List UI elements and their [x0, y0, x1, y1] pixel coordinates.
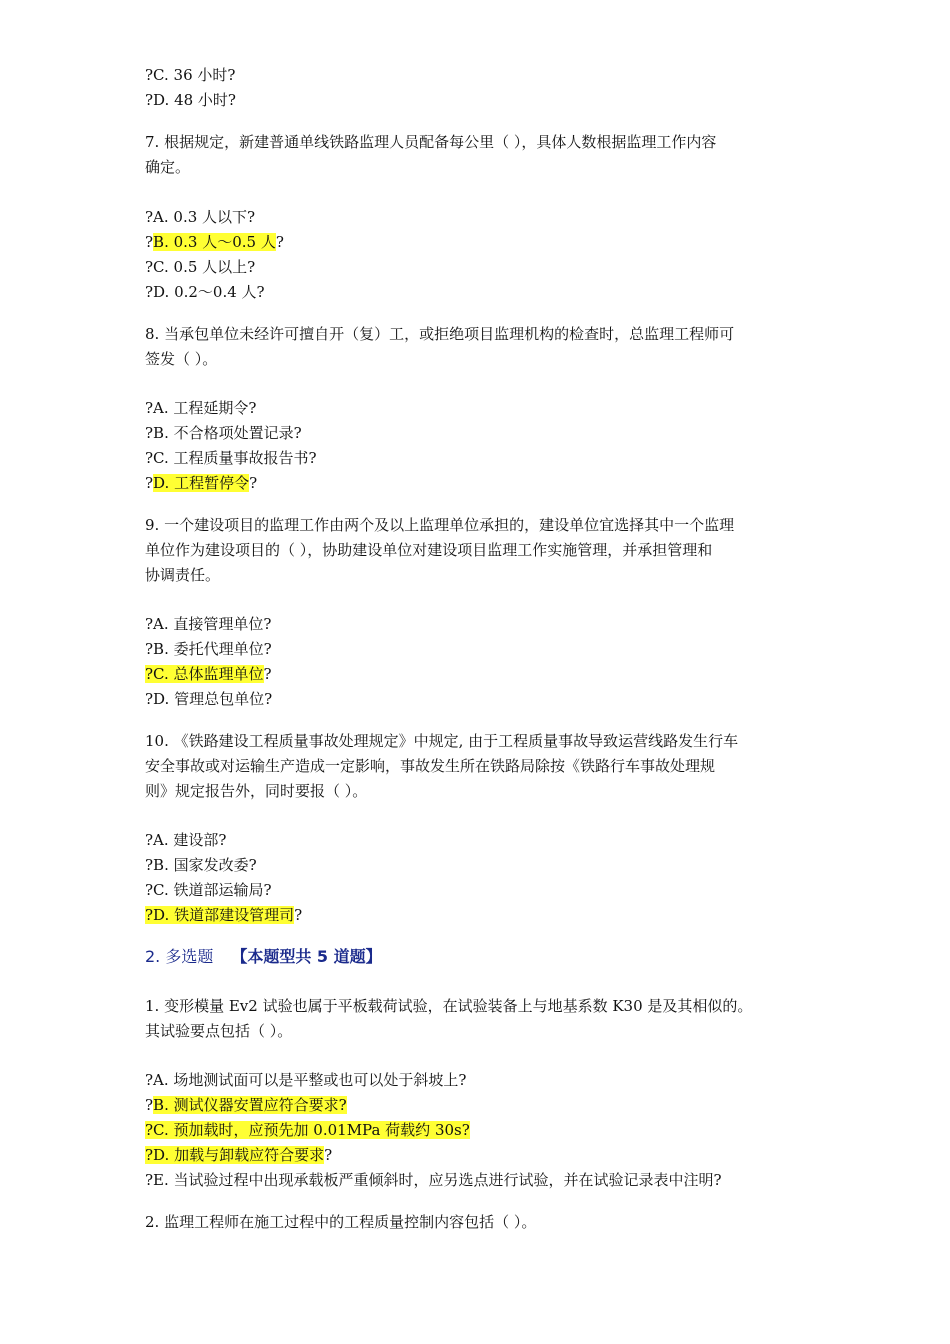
section-title: 2. 多选题 — [145, 947, 214, 966]
answer-highlight: D. 工程暂停令 — [153, 474, 250, 492]
question-9-line-1: 9. 一个建设项目的监理工作由两个及以上监理单位承担的，建设单位宜选择其中一个监理 — [145, 516, 735, 534]
option-a-q10: ?A. 建设部? — [145, 831, 227, 849]
option-d-q7: ?D. 0.2～0.4 人? — [145, 283, 265, 301]
question-7-line-2: 确定。 — [145, 158, 191, 176]
option-d-q9: ?D. 管理总包单位? — [145, 690, 273, 708]
option-d-q8-answer: ?D. 工程暂停令? — [145, 474, 258, 492]
answer-highlight: ?D. 铁道部建设管理司 — [145, 906, 295, 924]
option-c-q9-answer: ?C. 总体监理单位? — [145, 665, 272, 683]
option-c-q6: ?C. 36 小时? — [145, 66, 236, 84]
option-c-q10: ?C. 铁道部运输局? — [145, 881, 272, 899]
option-d-q10-answer: ?D. 铁道部建设管理司? — [145, 906, 303, 924]
mc-question-1-line-2: 其试验要点包括（ ）。 — [145, 1022, 293, 1040]
section-heading-multiple-choice — [145, 946, 382, 968]
option-b-q9: ?B. 委托代理单位? — [145, 640, 272, 658]
option-a-q7: ?A. 0.3 人以下? — [145, 208, 256, 226]
mc-question-1-line-1: 1. 变形模量 Ev2 试验也属于平板载荷试验，在试验装备上与地基系数 K30 是及其相似的。 — [145, 997, 753, 1015]
option-a-q8: ?A. 工程延期令? — [145, 399, 257, 417]
question-10-line-1: 10. 《铁路建设工程质量事故处理规定》中规定, 由于工程质量事故导致运营线路发生行车 — [145, 732, 739, 750]
question-8-line-2: 签发（ ）。 — [145, 350, 218, 368]
answer-highlight: ?C. 总体监理单位 — [145, 665, 264, 683]
question-8-line-1: 8. 当承包单位未经许可擅自开（复）工，或拒绝项目监理机构的检查时，总监理工程师可 — [145, 325, 735, 343]
answer-highlight: B. 测试仪器安置应符合要求? — [153, 1096, 347, 1114]
option-b-q7-answer: ?B. 0.3 人～0.5 人? — [145, 233, 284, 251]
option-e-mc1: ?E. 当试验过程中出现承载板严重倾斜时，应另选点进行试验，并在试验记录表中注明? — [145, 1171, 722, 1189]
section-note: 【本题型共 5 道题】 — [231, 947, 382, 966]
option-a-mc1: ?A. 场地测试面可以是平整或也可以处于斜坡上? — [145, 1071, 467, 1089]
option-c-mc1-answer — [145, 1119, 470, 1141]
option-d-mc1-answer: ?D. 加载与卸载应符合要求? — [145, 1146, 333, 1164]
question-9-line-2: 单位作为建设项目的（ ），协助建设单位对建设项目监理工作实施管理，并承担管理和 — [145, 541, 713, 559]
option-a-q9: ?A. 直接管理单位? — [145, 615, 272, 633]
option-c-q8: ?C. 工程质量事故报告书? — [145, 449, 317, 467]
question-10-line-2: 安全事故或对运输生产造成一定影响，事故发生所在铁路局除按《铁路行车事故处理规 — [145, 757, 716, 775]
option-b-q10: ?B. 国家发改委? — [145, 856, 257, 874]
option-b-mc1-answer: ?B. 测试仪器安置应符合要求? — [145, 1096, 347, 1114]
option-b-q8: ?B. 不合格项处置记录? — [145, 424, 302, 442]
question-9-line-3: 协调责任。 — [145, 566, 221, 584]
answer-highlight: ?C. 预加载时，应预先加 0.01MPa 荷载约 30s? — [145, 1121, 470, 1139]
mc-question-2-line-1: 2. 监理工程师在施工过程中的工程质量控制内容包括（ ）。 — [145, 1213, 537, 1231]
option-d-q6: ?D. 48 小时? — [145, 91, 236, 109]
question-10-line-3: 则》规定报告外，同时要报（ ）。 — [145, 782, 368, 800]
option-c-q7: ?C. 0.5 人以上? — [145, 258, 256, 276]
answer-highlight: B. 0.3 人～0.5 人 — [153, 233, 276, 251]
question-7-line-1: 7. 根据规定，新建普通单线铁路监理人员配备每公里（ ），具体人数根据监理工作内容 — [145, 133, 717, 151]
answer-highlight: ?D. 加载与卸载应符合要求 — [145, 1146, 325, 1164]
